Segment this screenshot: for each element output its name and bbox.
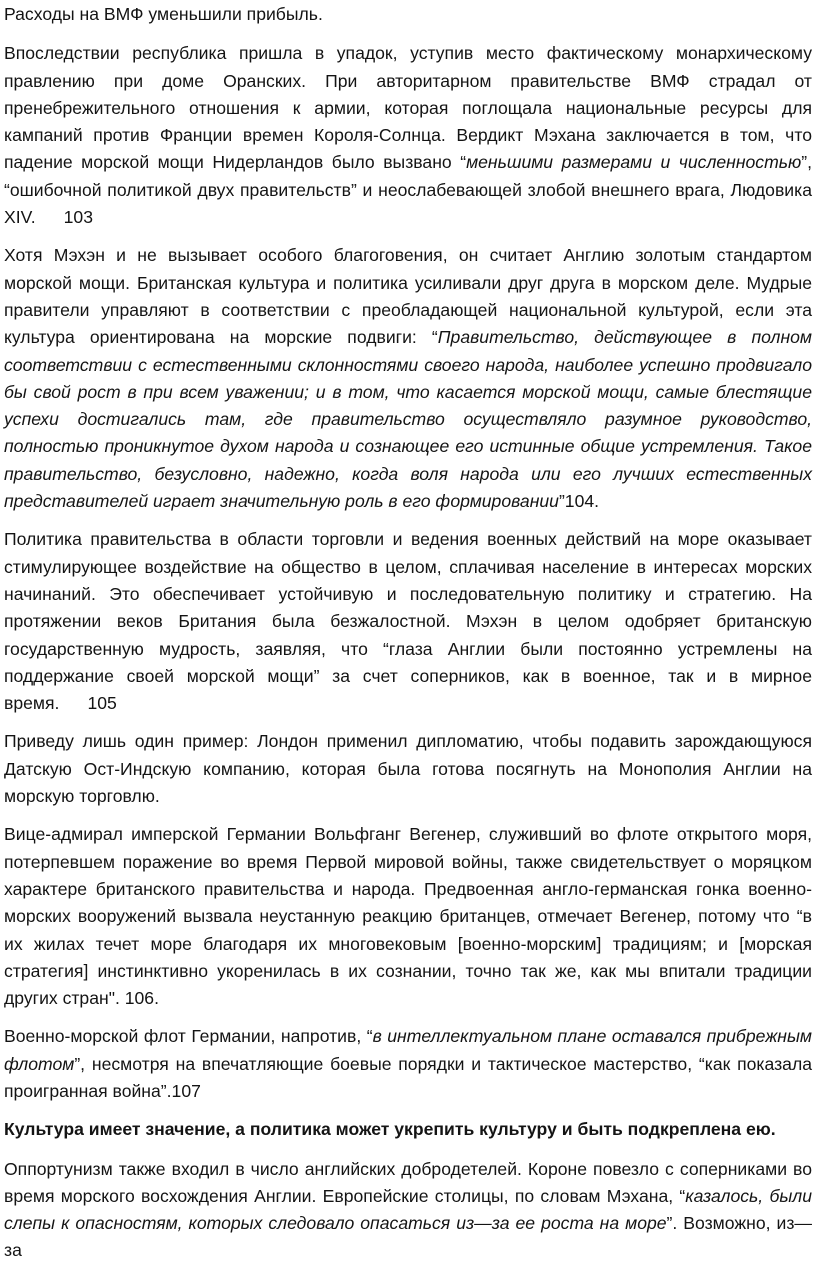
document-page (0, 1, 816, 1261)
paragraph-text: Вице-адмирал имперской Германии Вольфганг Вегенер, служивший во флоте открытого моря, потерпевшем поражение во время Первой мировой войны, также свидетельствует о моряцком характере британского правительства и народа. Предвоенная англо-германская гонка военно-морских вооружений вызвала неустанную реакцию британцев, отмечает Вегенер, потому что “в их жилах течет море благодаря их многовековым [военно-морским] традициям; и [морская стратегия] инстинктивно укоренилась в их сознании, точно так же, как мы впитали традиции других стран". 106. (4, 824, 812, 1009)
paragraph-text: Оппортунизм также входил в число английских добродетелей. Короне повезло с соперниками во время морского восхождения Англии. Европейские столицы, по словам Мэхана, “ (4, 1158, 812, 1206)
paragraph-text: Военно-морской флот Германии, напротив, “ (4, 1026, 373, 1047)
paragraph-danish-example (4, 728, 812, 810)
paragraph-text: Приведу лишь один пример: Лондон применил дипломатию, чтобы подавить зарождающуюся Датскую Ост-Индскую компанию, которая была готова посягнуть на Монополия Англии на морскую торговлю. (4, 731, 812, 807)
paragraph-england-standard (4, 242, 812, 515)
italic-quote: меньшими размерами и численностью (466, 152, 802, 173)
paragraph-text: Политика правительства в области торговли и ведения военных действий на море оказывает стимулирующее воздействие на общество в целом, сплачивая население в интересах морских начинаний. Это обеспечивает устойчивую и последовательную политику и стратегию. На протяжении веков Британия была безжалостной. Мэхэн в целом одобряет британскую государственную мудрость, заявляя, что “глаза Англии были постоянно устремлены на поддержание своей морской мощи” за счет соперников, как в военное, так и в мирное время. (4, 529, 812, 714)
intro-text: Расходы на ВМФ уменьшили прибыль. (4, 4, 323, 24)
footnote-ref: 103 (63, 207, 93, 228)
paragraph-text: Впоследствии республика пришла в упадок, уступив место фактическому монархическому правлению при доме Оранских. При авторитарном правительстве ВМФ страдал от пренебрежительного отношения к армии, которая поглощала национальные ресурсы для кампаний против Франции времен Короля-Солнца. Вердикт Мэхана заключается в том, что падение морской мощи Нидерландов было вызвано “ (4, 43, 812, 173)
italic-quote: в интеллектуальном плане оставался прибрежным флотом (4, 1026, 812, 1074)
section-heading (4, 1116, 812, 1143)
heading-text: Культура имеет значение, а политика может укрепить культуру и быть подкреплена ею. (4, 1119, 776, 1140)
paragraph-wegener (4, 821, 812, 1012)
paragraph-german-navy (4, 1023, 812, 1105)
paragraph-opportunism (4, 1156, 812, 1265)
intro-line (4, 1, 812, 28)
paragraph-text: ”104. (558, 491, 600, 512)
paragraph-text: ”, “ошибочной политикой двух правительств” и неослабевающей злобой внешнего врага, Людовика XIV. (4, 152, 812, 228)
footnote-ref: 105 (87, 693, 117, 714)
italic-quote: казалось, были слепы к опасностям, которых следовало опасаться из—за ее роста на море (4, 1185, 812, 1234)
paragraph-netherlands-decline (4, 40, 812, 231)
paragraph-text: ”. Возможно, из—за (4, 1213, 812, 1261)
paragraph-text: ”, несмотря на впечатляющие боевые порядки и тактическое мастерство, “как показала проигранная война”.107 (4, 1053, 812, 1101)
paragraph-government-policy (4, 526, 812, 717)
italic-quote: Правительство, действующее в полном соответствии с естественными склонностями своего народа, наиболее успешно продвигало бы свой рост в при всем уважении; и в том, что касается морской мощи, самые блестящие успехи достигались там, где правительство осуществляло разумное руководство, полностью проникнутое духом народа и сознающее его истинные общие устремления. Такое правительство, безусловно, надежно, когда воля народа или его лучших естественных представителей играет значительную роль в его формировании (4, 327, 812, 512)
paragraph-text: Хотя Мэхэн и не вызывает особого благоговения, он считает Англию золотым стандартом морской мощи. Британская культура и политика усиливали друг друга в морском деле. Мудрые правители управляют в соответствии с преобладающей национальной культурой, если эта культура ориентирована на морские подвиги: “ (4, 245, 812, 348)
